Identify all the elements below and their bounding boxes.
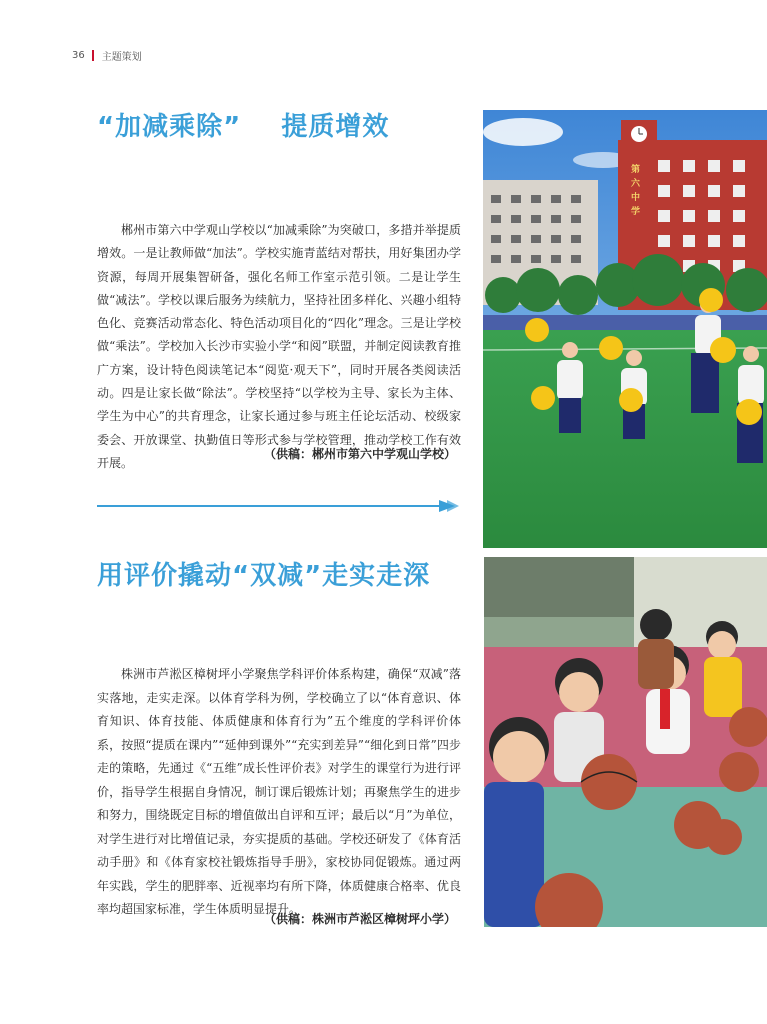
page-number: 36	[72, 50, 85, 61]
article1-title: “加减乘除” 提质增效	[97, 112, 390, 142]
building-sign-char: 学	[631, 207, 641, 217]
building-sign-char: 六	[631, 179, 641, 189]
building-sign-char: 第	[631, 165, 641, 175]
article1-body: 郴州市第六中学观山学校以“加减乘除”为突破口，多措并举提质增效。一是让教师做“加法”。学校实施青蓝结对帮扶，用好集团办学资源，每周开展集智研备，强化名师工作室示范引领。二是让学生做“减法”。学校以课后服务为续航力，坚持社团多样化、兴趣小组特色化、竞赛活动常态化、特色活动项目化的“四化”理念。三是让学校做“乘法”。学校加入长沙市实验小学“和阅”联盟，并制定阅读教育推广方案，设计特色阅读笔记本“阅览·观天下”，同时开展各类阅读活动。四是让家长做“除法”。学校坚持“以学校为主导、家长为主体、学生为中心”的共育理念，让家长通过参与班主任论坛活动、校级家委会、开放课堂、执勤值日等形式参与学校管理，推动学校工作有效开展。	[97, 223, 461, 470]
building-sign-char: 中	[631, 193, 641, 203]
divider-arrow	[97, 498, 459, 514]
school-cheerleading-photo	[483, 110, 767, 548]
basketball-dribbling-photo	[484, 557, 767, 927]
section-title: 主题策划	[101, 52, 142, 63]
header-divider	[92, 50, 94, 61]
article2-body: 株洲市芦淞区樟树坪小学聚焦学科评价体系构建，确保“双减”落实落地，走实走深。以体育学科为例，学校确立了以“体育意识、体育知识、体育技能、体质健康和体育行为”五个维度的学科评价体系，按照“提质在课内”“延伸到课外”“充实到差异”“细化到日常”四步走的策略，先通过《“五维”成长性评价表》对学生的课堂行为进行评价，指导学生根据自身情况，制订课后锻炼计划；再聚焦学生的进步和努力，围绕既定目标的增值做出自评和互评；最后以“月”为单位，对学生进行对比增值记录，夯实提质的基础。学校还研发了《体育活动手册》和《体育家校社锻炼指导手册》，家校协同促锻炼。通过两年实践，学生的肥胖率、近视率均有所下降，体质健康合格率、优良率均超国家标准，学生体质明显提升。	[97, 667, 461, 916]
article2-credit: （供稿：株洲市芦淞区樟树坪小学）	[263, 912, 456, 926]
article1-credit: （供稿：郴州市第六中学观山学校）	[263, 447, 456, 461]
page-header	[72, 48, 142, 63]
article2-title: 用评价撬动“双减”走实走深	[97, 561, 431, 591]
